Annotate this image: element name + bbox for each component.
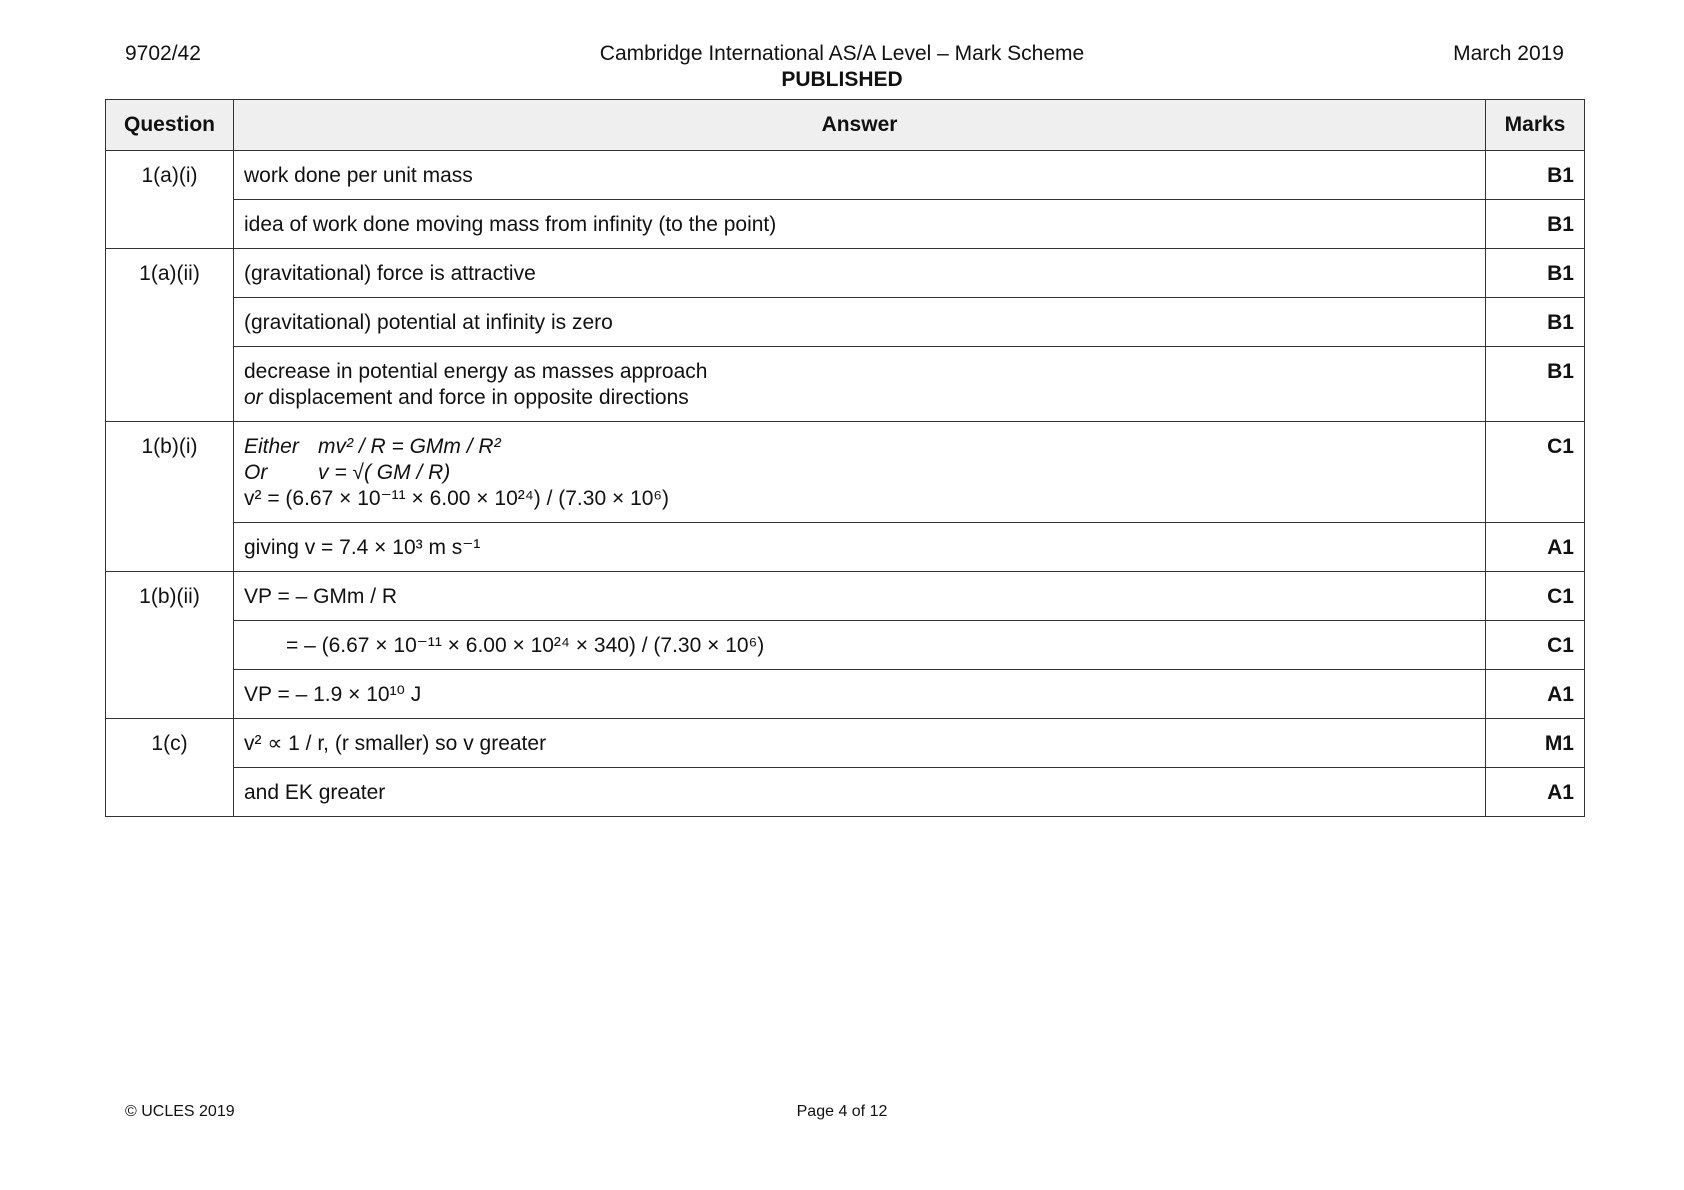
- answer-cell: (gravitational) potential at infinity is zero: [234, 298, 1486, 347]
- either-expression: mv² / R = GMm / R²: [318, 435, 501, 458]
- or-label: Or: [244, 461, 268, 484]
- mark-cell: A1: [1486, 768, 1585, 817]
- answer-cell: work done per unit mass: [234, 151, 1486, 200]
- answer-cell: [234, 422, 1486, 523]
- mark-cell: B1: [1486, 347, 1585, 422]
- question-number: 1(b)(i): [106, 422, 234, 572]
- page-number: Page 4 of 12: [796, 1103, 888, 1120]
- answer-cell: [234, 621, 1486, 670]
- question-number: 1(a)(i): [106, 151, 234, 249]
- answer-expression: = – (6.67 × 10⁻¹¹ × 6.00 × 10²⁴ × 340) / (7.30 × 10⁶): [286, 634, 765, 657]
- answer-cell: and EK greater: [234, 768, 1486, 817]
- or-expression: v = √( GM / R): [318, 461, 451, 484]
- table-row: [106, 768, 1585, 817]
- mark-cell: B1: [1486, 200, 1585, 249]
- mark-cell: C1: [1486, 422, 1585, 523]
- table-row: [106, 151, 1585, 200]
- table-header-row: [106, 100, 1585, 151]
- table-row: [106, 347, 1585, 422]
- v2-line: v² = (6.67 × 10⁻¹¹ × 6.00 × 10²⁴) / (7.30 × 10⁶): [244, 487, 670, 510]
- answer-line: [244, 385, 1475, 411]
- mark-cell: C1: [1486, 621, 1585, 670]
- answer-cell: VP = – GMm / R: [234, 572, 1486, 621]
- table-row: [106, 621, 1585, 670]
- answer-line: decrease in potential energy as masses approach: [244, 360, 708, 383]
- mark-cell: B1: [1486, 151, 1585, 200]
- or-word: or: [244, 386, 263, 409]
- mark-cell: C1: [1486, 572, 1585, 621]
- document-title: Cambridge International AS/A Level – Mark Scheme: [599, 42, 1085, 65]
- published-label: PUBLISHED: [781, 68, 903, 91]
- either-line: [244, 434, 1475, 460]
- or-line: [244, 460, 1475, 486]
- document-title-block: [0, 42, 1684, 92]
- exam-date: March 2019: [1453, 42, 1564, 65]
- table-row: [106, 249, 1585, 298]
- table-row: [106, 298, 1585, 347]
- question-number: 1(a)(ii): [106, 249, 234, 422]
- mark-cell: B1: [1486, 249, 1585, 298]
- column-header-marks: Marks: [1486, 100, 1585, 151]
- column-header-answer: Answer: [234, 100, 1486, 151]
- mark-cell: A1: [1486, 523, 1585, 572]
- copyright: © UCLES 2019: [125, 1103, 235, 1120]
- either-label: Either: [244, 435, 299, 458]
- table-row: [106, 422, 1585, 523]
- table-row: [106, 523, 1585, 572]
- answer-cell: giving v = 7.4 × 10³ m s⁻¹: [234, 523, 1486, 572]
- question-number: 1(c): [106, 719, 234, 817]
- mark-cell: B1: [1486, 298, 1585, 347]
- answer-cell: (gravitational) force is attractive: [234, 249, 1486, 298]
- paper-code: 9702/42: [125, 42, 201, 65]
- answer-alt-text: displacement and force in opposite directions: [262, 386, 689, 409]
- question-number: 1(b)(ii): [106, 572, 234, 719]
- answer-cell: v² ∝ 1 / r, (r smaller) so v greater: [234, 719, 1486, 768]
- table-row: [106, 200, 1585, 249]
- table-row: [106, 670, 1585, 719]
- column-header-question: Question: [106, 100, 234, 151]
- answer-cell: [234, 347, 1486, 422]
- table-row: [106, 719, 1585, 768]
- table-row: [106, 572, 1585, 621]
- mark-cell: M1: [1486, 719, 1585, 768]
- mark-scheme-table: [105, 99, 1585, 817]
- answer-cell: VP = – 1.9 × 10¹⁰ J: [234, 670, 1486, 719]
- mark-cell: A1: [1486, 670, 1585, 719]
- answer-cell: idea of work done moving mass from infinity (to the point): [234, 200, 1486, 249]
